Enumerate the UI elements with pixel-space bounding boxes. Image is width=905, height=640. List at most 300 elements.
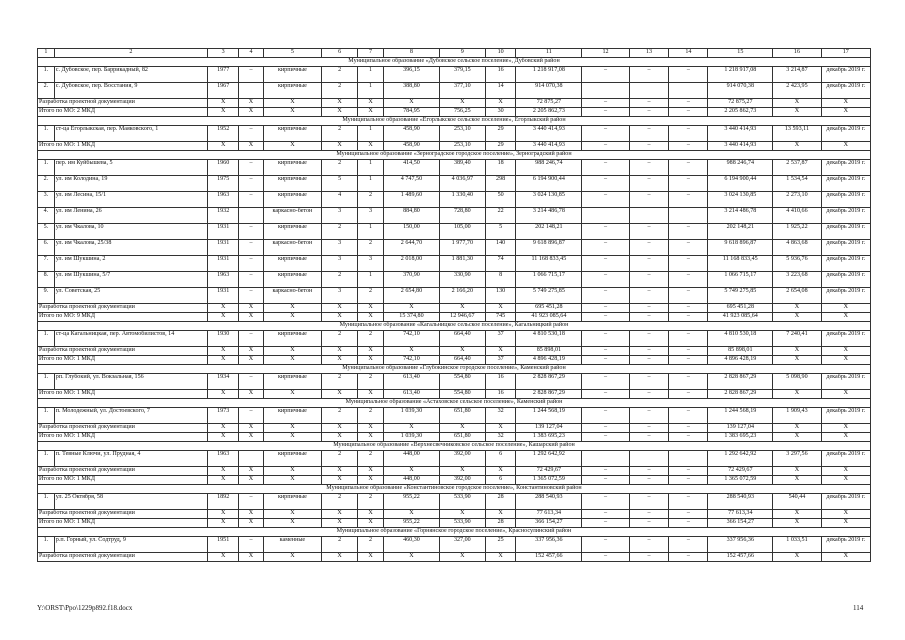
- table-cell: ст-ца Егорлыкская, пер. Маяковского, 1: [54, 126, 207, 142]
- table-cell: кирпичные: [263, 83, 322, 99]
- column-number-cell: 9: [439, 49, 485, 58]
- table-cell: X: [263, 467, 322, 476]
- table-cell: 2: [357, 537, 383, 553]
- table-cell: 1.: [38, 494, 55, 510]
- table-cell: декабрь 2019 г.: [821, 160, 870, 176]
- table-cell: 460,30: [384, 537, 440, 553]
- table-cell: 1931: [207, 240, 238, 256]
- table-cell: –: [629, 160, 669, 176]
- table-cell: –: [629, 192, 669, 208]
- table-row: [38, 331, 871, 347]
- table-cell: –: [629, 142, 669, 151]
- table-cell: –: [582, 192, 629, 208]
- table-cell: –: [669, 224, 708, 240]
- table-cell: 3 024 130,85: [708, 192, 773, 208]
- table-row: [38, 176, 871, 192]
- section-heading-row: [38, 442, 871, 451]
- column-number-cell: 13: [629, 49, 669, 58]
- table-cell: X: [322, 390, 358, 399]
- table-cell: –: [629, 272, 669, 288]
- table-cell: 2 205 862,73: [516, 108, 582, 117]
- design-docs-row: [38, 467, 871, 476]
- table-cell: X: [263, 424, 322, 433]
- table-cell: 2 423,95: [773, 83, 821, 99]
- table-cell: 651,80: [439, 408, 485, 424]
- table-cell: 1931: [207, 288, 238, 304]
- table-cell: 396,15: [384, 67, 440, 83]
- table-row: [38, 126, 871, 142]
- table-row: [38, 83, 871, 99]
- municipality-title: Муниципальное образование «Астаховское сельское поселение», Каменский район: [38, 399, 871, 408]
- table-cell: –: [669, 256, 708, 272]
- table-cell: 784,95: [384, 108, 440, 117]
- table-cell: X: [357, 424, 383, 433]
- municipality-title: Муниципальное образование «Кагальницкое сельское поселение», Кагальницкий район: [38, 322, 871, 331]
- table-cell: 8.: [38, 272, 55, 288]
- table-cell: –: [629, 288, 669, 304]
- table-cell: –: [629, 374, 669, 390]
- table-cell: 366 154,27: [708, 519, 773, 528]
- table-cell: 2: [322, 83, 358, 99]
- table-cell: –: [629, 424, 669, 433]
- table-row: [38, 192, 871, 208]
- table-cell: 29: [485, 126, 515, 142]
- table-cell: 72 875,27: [708, 99, 773, 108]
- table-cell: –: [629, 537, 669, 553]
- table-cell: –: [629, 467, 669, 476]
- table-cell: X: [239, 142, 263, 151]
- table-cell: –: [669, 192, 708, 208]
- table-cell: декабрь 2019 г.: [821, 176, 870, 192]
- table-cell: X: [821, 108, 870, 117]
- table-body: [38, 49, 871, 562]
- table-cell: 458,90: [384, 142, 440, 151]
- table-cell: декабрь 2019 г.: [821, 67, 870, 83]
- table-cell: кирпичные: [263, 176, 322, 192]
- table-cell: 140: [485, 240, 515, 256]
- table-cell: каркасно-бетон: [263, 208, 322, 224]
- column-number-cell: 1: [38, 49, 55, 58]
- table-cell: X: [384, 99, 440, 108]
- table-cell: X: [207, 510, 238, 519]
- table-cell: 1: [357, 126, 383, 142]
- table-cell: X: [263, 304, 322, 313]
- table-cell: –: [582, 99, 629, 108]
- table-cell: 5: [485, 224, 515, 240]
- design-docs-row: [38, 347, 871, 356]
- table-cell: 29: [485, 142, 515, 151]
- column-number-cell: 5: [263, 49, 322, 58]
- table-cell: 1: [357, 160, 383, 176]
- table-cell: 2: [357, 451, 383, 467]
- table-cell: 4 810 530,18: [708, 331, 773, 347]
- table-cell: 32: [485, 408, 515, 424]
- table-cell: 914 070,38: [708, 83, 773, 99]
- column-number-row: [38, 49, 871, 58]
- table-cell: 533,90: [439, 494, 485, 510]
- table-cell: 458,90: [384, 126, 440, 142]
- table-cell: 3 024 130,85: [516, 192, 582, 208]
- table-cell: X: [357, 553, 383, 562]
- table-cell: X: [357, 99, 383, 108]
- table-cell: X: [821, 510, 870, 519]
- table-cell: X: [322, 476, 358, 485]
- table-cell: 2: [322, 126, 358, 142]
- table-cell: X: [263, 476, 322, 485]
- table-cell: X: [263, 142, 322, 151]
- table-cell: кирпичные: [263, 374, 322, 390]
- table-cell: 4 410,66: [773, 208, 821, 224]
- table-cell: X: [207, 304, 238, 313]
- total-row: [38, 519, 871, 528]
- table-cell: 30: [485, 108, 515, 117]
- table-cell: –: [582, 142, 629, 151]
- table-row: [38, 451, 871, 467]
- table-cell: –: [582, 272, 629, 288]
- row-label: Разработка проектной документации: [38, 304, 208, 313]
- table-cell: X: [207, 433, 238, 442]
- table-cell: X: [239, 108, 263, 117]
- table-cell: [629, 451, 669, 467]
- row-label: Разработка проектной документации: [38, 510, 208, 519]
- table-cell: 4 747,50: [384, 176, 440, 192]
- table-cell: 150,00: [384, 224, 440, 240]
- table-cell: 1973: [207, 408, 238, 424]
- table-cell: 1930: [207, 331, 238, 347]
- table-cell: 74: [485, 256, 515, 272]
- table-cell: X: [773, 424, 821, 433]
- table-cell: 1 292 642,92: [708, 451, 773, 467]
- table-cell: X: [821, 99, 870, 108]
- table-cell: 2 828 867,29: [708, 374, 773, 390]
- table-cell: 2 828 867,29: [516, 374, 582, 390]
- section-heading-row: [38, 528, 871, 537]
- table-cell: –: [669, 424, 708, 433]
- table-cell: 3.: [38, 192, 55, 208]
- table-cell: X: [263, 108, 322, 117]
- table-cell: 85 898,01: [516, 347, 582, 356]
- table-cell: X: [207, 553, 238, 562]
- table-cell: с. Дубовское, пер. Восстания, 9: [54, 83, 207, 99]
- table-cell: X: [322, 108, 358, 117]
- table-cell: 2.: [38, 176, 55, 192]
- table-cell: –: [582, 356, 629, 365]
- table-cell: –: [669, 519, 708, 528]
- table-cell: 2: [357, 240, 383, 256]
- table-cell: 540,44: [773, 494, 821, 510]
- table-cell: X: [485, 424, 515, 433]
- table-cell: –: [239, 176, 263, 192]
- table-cell: 1 039,30: [384, 408, 440, 424]
- table-cell: –: [629, 99, 669, 108]
- table-cell: –: [239, 537, 263, 553]
- table-cell: [629, 83, 669, 99]
- table-row: [38, 67, 871, 83]
- table-cell: 337 956,36: [708, 537, 773, 553]
- table-cell: 253,10: [439, 126, 485, 142]
- table-cell: X: [239, 519, 263, 528]
- table-cell: X: [821, 424, 870, 433]
- table-cell: 1963: [207, 272, 238, 288]
- table-cell: X: [384, 424, 440, 433]
- table-cell: 1931: [207, 224, 238, 240]
- table-cell: 1 489,60: [384, 192, 440, 208]
- table-cell: ул. им Лесина, 15/1: [54, 192, 207, 208]
- table-cell: –: [669, 374, 708, 390]
- table-cell: пер. им Куйбышева, 5: [54, 160, 207, 176]
- table-cell: кирпичные: [263, 192, 322, 208]
- table-cell: 28: [485, 494, 515, 510]
- table-row: [38, 408, 871, 424]
- table-cell: 1.: [38, 160, 55, 176]
- table-cell: 3: [322, 208, 358, 224]
- table-cell: –: [669, 142, 708, 151]
- table-cell: декабрь 2019 г.: [821, 288, 870, 304]
- table-cell: 2 205 862,73: [708, 108, 773, 117]
- table-cell: 1 066 715,17: [708, 272, 773, 288]
- table-cell: декабрь 2019 г.: [821, 451, 870, 467]
- table-cell: X: [322, 519, 358, 528]
- table-cell: 14: [485, 83, 515, 99]
- table-cell: 5.: [38, 224, 55, 240]
- table-cell: X: [773, 510, 821, 519]
- design-docs-row: [38, 510, 871, 519]
- table-cell: 152 457,66: [516, 553, 582, 562]
- table-cell: –: [582, 108, 629, 117]
- table-cell: –: [669, 126, 708, 142]
- total-row: [38, 108, 871, 117]
- table-cell: X: [239, 476, 263, 485]
- table-cell: –: [582, 467, 629, 476]
- table-cell: 664,40: [439, 356, 485, 365]
- table-cell: X: [439, 304, 485, 313]
- table-cell: 4 036,97: [439, 176, 485, 192]
- table-cell: 2: [357, 288, 383, 304]
- table-cell: [239, 83, 263, 99]
- table-cell: 5 749 275,85: [708, 288, 773, 304]
- table-cell: 2 273,10: [773, 192, 821, 208]
- column-number-cell: 15: [708, 49, 773, 58]
- table-cell: 2 654,08: [773, 288, 821, 304]
- table-cell: –: [582, 476, 629, 485]
- table-row: [38, 256, 871, 272]
- table-cell: 11 168 833,45: [708, 256, 773, 272]
- table-cell: X: [773, 108, 821, 117]
- table-cell: 41 923 085,64: [516, 313, 582, 322]
- table-cell: –: [669, 408, 708, 424]
- table-cell: каркасно-бетон: [263, 288, 322, 304]
- table-cell: 1: [357, 176, 383, 192]
- table-cell: –: [629, 408, 669, 424]
- table-cell: X: [239, 356, 263, 365]
- table-cell: 742,10: [384, 356, 440, 365]
- table-cell: 1 365 072,59: [516, 476, 582, 485]
- table-cell: 3 214 486,78: [516, 208, 582, 224]
- table-cell: X: [322, 433, 358, 442]
- table-cell: ул. 25 Октября, 58: [54, 494, 207, 510]
- table-cell: X: [239, 99, 263, 108]
- table-cell: X: [322, 99, 358, 108]
- column-number-cell: 3: [207, 49, 238, 58]
- table-cell: –: [582, 390, 629, 399]
- table-cell: –: [669, 467, 708, 476]
- table-cell: кирпичные: [263, 331, 322, 347]
- table-row: [38, 208, 871, 224]
- table-cell: –: [669, 433, 708, 442]
- column-number-cell: 17: [821, 49, 870, 58]
- table-cell: 2: [322, 408, 358, 424]
- table-cell: –: [239, 272, 263, 288]
- total-row: [38, 433, 871, 442]
- column-number-cell: 8: [384, 49, 440, 58]
- table-cell: –: [669, 99, 708, 108]
- table-cell: 25: [485, 537, 515, 553]
- table-cell: 1977: [207, 67, 238, 83]
- table-cell: 1 383 695,23: [708, 433, 773, 442]
- table-cell: 3: [322, 288, 358, 304]
- table-cell: 6: [485, 451, 515, 467]
- table-cell: X: [439, 553, 485, 562]
- table-cell: X: [357, 433, 383, 442]
- table-cell: –: [582, 374, 629, 390]
- section-heading-row: [38, 399, 871, 408]
- table-cell: 13 593,11: [773, 126, 821, 142]
- table-cell: –: [239, 408, 263, 424]
- table-cell: X: [207, 356, 238, 365]
- table-cell: –: [582, 510, 629, 519]
- table-cell: 130: [485, 288, 515, 304]
- table-cell: кирпичные: [263, 160, 322, 176]
- table-cell: X: [773, 142, 821, 151]
- table-cell: –: [629, 108, 669, 117]
- table-cell: 288 540,93: [516, 494, 582, 510]
- table-cell: 695 451,28: [516, 304, 582, 313]
- table-cell: X: [773, 390, 821, 399]
- row-label: Разработка проектной документации: [38, 424, 208, 433]
- table-cell: 742,10: [384, 331, 440, 347]
- table-cell: X: [263, 347, 322, 356]
- table-cell: 2: [357, 408, 383, 424]
- table-cell: 72 429,67: [516, 467, 582, 476]
- table-cell: –: [582, 537, 629, 553]
- row-label: Итого по МО: 1 МКД: [38, 476, 208, 485]
- table-cell: X: [773, 519, 821, 528]
- table-cell: X: [773, 433, 821, 442]
- table-cell: X: [322, 510, 358, 519]
- table-cell: 18: [485, 160, 515, 176]
- table-cell: 2: [322, 537, 358, 553]
- municipality-title: Муниципальное образование «Константиновское городское поселение», Константиновский район: [38, 485, 871, 494]
- table-cell: 1 244 568,19: [516, 408, 582, 424]
- table-cell: ул. Советская, 25: [54, 288, 207, 304]
- table-cell: ул. им Чкалова, 10: [54, 224, 207, 240]
- table-cell: –: [582, 288, 629, 304]
- table-cell: X: [357, 108, 383, 117]
- design-docs-row: [38, 553, 871, 562]
- table-cell: 756,25: [439, 108, 485, 117]
- table-cell: 72 875,27: [516, 99, 582, 108]
- table-cell: 388,80: [384, 83, 440, 99]
- table-cell: 1.: [38, 67, 55, 83]
- table-cell: 2: [357, 374, 383, 390]
- table-cell: X: [773, 313, 821, 322]
- table-cell: X: [485, 304, 515, 313]
- table-row: [38, 160, 871, 176]
- table-cell: X: [322, 467, 358, 476]
- table-cell: –: [582, 256, 629, 272]
- table-cell: 6: [485, 476, 515, 485]
- table-cell: –: [239, 160, 263, 176]
- table-cell: X: [322, 313, 358, 322]
- design-docs-row: [38, 424, 871, 433]
- table-cell: 298: [485, 176, 515, 192]
- table-cell: 152 457,66: [708, 553, 773, 562]
- table-cell: X: [207, 142, 238, 151]
- table-cell: 1967: [207, 83, 238, 99]
- table-cell: 988 246,74: [516, 160, 582, 176]
- table-cell: ул. им Колодина, 19: [54, 176, 207, 192]
- table-cell: ул. им Шукшина, 2: [54, 256, 207, 272]
- table-cell: кирпичные: [263, 451, 322, 467]
- table-cell: 1963: [207, 192, 238, 208]
- table-cell: 1.: [38, 537, 55, 553]
- table-cell: 2 654,80: [384, 288, 440, 304]
- table-cell: X: [773, 99, 821, 108]
- table-cell: –: [669, 313, 708, 322]
- table-cell: 1 033,51: [773, 537, 821, 553]
- table-cell: 1 244 568,19: [708, 408, 773, 424]
- table-cell: 914 070,38: [516, 83, 582, 99]
- table-cell: 16: [485, 390, 515, 399]
- table-cell: –: [582, 347, 629, 356]
- table-cell: декабрь 2019 г.: [821, 256, 870, 272]
- table-cell: –: [669, 331, 708, 347]
- table-cell: 2 166,20: [439, 288, 485, 304]
- table-cell: X: [357, 304, 383, 313]
- table-cell: –: [239, 240, 263, 256]
- table-cell: X: [821, 390, 870, 399]
- table-cell: –: [629, 494, 669, 510]
- table-cell: 1 925,22: [773, 224, 821, 240]
- table-cell: X: [821, 356, 870, 365]
- table-cell: 8: [485, 272, 515, 288]
- table-cell: –: [629, 224, 669, 240]
- table-cell: 745: [485, 313, 515, 322]
- table-cell: 3 297,56: [773, 451, 821, 467]
- table-cell: 1: [357, 272, 383, 288]
- table-cell: 5: [322, 176, 358, 192]
- table-cell: 3 214 486,78: [708, 208, 773, 224]
- row-label: Итого по МО: 1 МКД: [38, 433, 208, 442]
- table-cell: 1 218 917,08: [708, 67, 773, 83]
- table-cell: 1 218 917,08: [516, 67, 582, 83]
- table-cell: 330,90: [439, 272, 485, 288]
- section-heading-row: [38, 322, 871, 331]
- table-cell: декабрь 2019 г.: [821, 331, 870, 347]
- column-number-cell: 4: [239, 49, 263, 58]
- table-cell: –: [669, 288, 708, 304]
- column-number-cell: 11: [516, 49, 582, 58]
- table-cell: –: [582, 424, 629, 433]
- table-cell: 4 863,68: [773, 240, 821, 256]
- table-cell: –: [669, 176, 708, 192]
- table-cell: –: [239, 288, 263, 304]
- table-cell: X: [322, 142, 358, 151]
- table-cell: 613,40: [384, 390, 440, 399]
- table-cell: 1: [357, 224, 383, 240]
- table-cell: 884,80: [384, 208, 440, 224]
- table-cell: 3 440 414,93: [708, 126, 773, 142]
